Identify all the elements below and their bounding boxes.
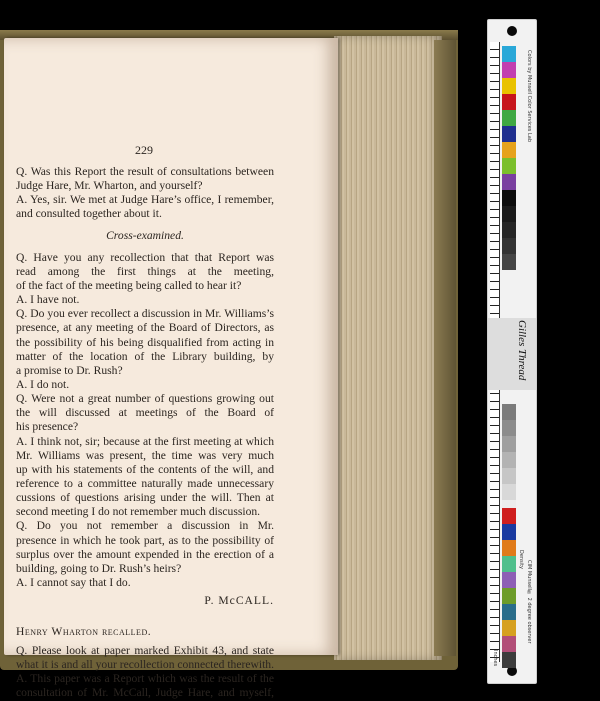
color-patch xyxy=(502,206,516,222)
color-patch xyxy=(502,238,516,254)
text-line: reference to a committee naturally made unnecessary xyxy=(16,477,274,490)
text-line: his presence? xyxy=(16,420,79,434)
text-line: A. I think not, sir; because at the first meeting at which xyxy=(16,434,274,448)
text-line: the possibility of his being disqualified from acting in xyxy=(16,335,274,349)
color-patch xyxy=(502,508,516,524)
target-density-label: Density xyxy=(518,550,524,570)
color-patch xyxy=(502,158,516,174)
text-line: Q. Have you any recollection that that Report was xyxy=(16,250,274,264)
text-line: cussions of questions arising under the will. Then at xyxy=(16,491,274,505)
color-patches-top xyxy=(502,46,516,270)
text-line: Q. Do you not remember a discussion in Mr. xyxy=(16,519,274,533)
signature: P. McCALL. xyxy=(204,594,274,608)
color-patch xyxy=(502,190,516,206)
text-line: Q. Please look at paper marked Exhibit 43, and state xyxy=(16,643,274,657)
color-patch xyxy=(502,652,516,668)
text-line: A. Yes, sir. We met at Judge Hare’s office, I remember, xyxy=(16,193,274,207)
color-patch xyxy=(502,254,516,270)
text-line: read among the first things at the meeting, xyxy=(16,264,274,278)
text-line: up with his statements of the contents of the will, and xyxy=(16,462,274,476)
book-page xyxy=(4,38,338,700)
color-patches-bottom xyxy=(502,508,516,668)
text-line: presence, at any meeting of the Board of Directors, as xyxy=(16,321,274,335)
gray-patch xyxy=(502,420,516,436)
gray-patch xyxy=(502,404,516,420)
text-line: Q. Was this Report the result of consultations between xyxy=(16,165,274,178)
text-line: Q. Were not a great number of questions growing out xyxy=(16,392,274,406)
page-stack-shade xyxy=(434,40,456,656)
color-patch xyxy=(502,540,516,556)
color-patch xyxy=(502,604,516,620)
target-bottom-text: CIM Munsell® 2 degree observer xyxy=(526,560,532,644)
color-patch xyxy=(502,524,516,540)
text-line: A. I cannot say that I do. xyxy=(16,576,131,590)
text-line: second meeting I do not remember much discussion. xyxy=(16,505,261,519)
cross-examined-heading: Cross-examined. xyxy=(106,229,184,243)
color-patch xyxy=(502,556,516,572)
text-line: Mr. Williams was present, the time was very much xyxy=(16,448,274,462)
gray-patch xyxy=(502,452,516,468)
target-side-text: Colors by Munsell Color Services Lab xyxy=(526,50,532,143)
text-line: a promise to Dr. Rush? xyxy=(16,363,123,377)
text-line: A. This paper was a Report which was the result of the xyxy=(16,672,274,686)
color-patch xyxy=(502,222,516,238)
color-patch xyxy=(502,142,516,158)
color-patch xyxy=(502,78,516,94)
text-line: the will discussed at meetings of the Board of xyxy=(16,406,274,420)
color-patch xyxy=(502,62,516,78)
color-calibration-target xyxy=(487,19,537,684)
text-line: Judge Hare, Mr. Wharton, and yourself? xyxy=(16,179,203,193)
text-line: of the fact of the meeting being called to hear it? xyxy=(16,278,242,292)
page-number: 229 xyxy=(135,143,153,157)
text-line: building, going to Dr. Rush’s heirs? xyxy=(16,561,182,575)
text-line: A. I have not. xyxy=(16,293,80,307)
target-brand-label: Gilles Thread xyxy=(516,320,528,381)
color-patch xyxy=(502,620,516,636)
recalled-heading: Henry Wharton recalled. xyxy=(16,625,152,639)
text-line: what it is and all your recollection connected therewith. xyxy=(16,657,274,671)
color-patch xyxy=(502,174,516,190)
text-line: matter of the location of the Library building, by xyxy=(16,349,274,363)
target-inches-label: Inches xyxy=(492,650,498,667)
color-patch xyxy=(502,110,516,126)
target-hole-top xyxy=(507,26,517,36)
color-patch xyxy=(502,94,516,110)
text-line: presence in which he took part, as to the possibility of xyxy=(16,533,274,547)
color-patch xyxy=(502,126,516,142)
text-line: consultation of Mr. McCall, Judge Hare, and myself, xyxy=(16,686,274,700)
text-line: A. I do not. xyxy=(16,377,70,391)
color-patch xyxy=(502,588,516,604)
gray-patch xyxy=(502,436,516,452)
gray-patch xyxy=(502,484,516,500)
page-stack xyxy=(334,36,442,660)
text-line: and consulted together about it. xyxy=(16,207,162,221)
color-patch xyxy=(502,636,516,652)
target-label-area xyxy=(488,318,536,390)
text-line: surplus over the amount expended in the erection of a xyxy=(16,547,274,561)
text-line: Q. Do you ever recollect a discussion in Mr. Williams’s xyxy=(16,307,274,321)
color-patch xyxy=(502,46,516,62)
color-patch xyxy=(502,572,516,588)
gray-patch xyxy=(502,468,516,484)
